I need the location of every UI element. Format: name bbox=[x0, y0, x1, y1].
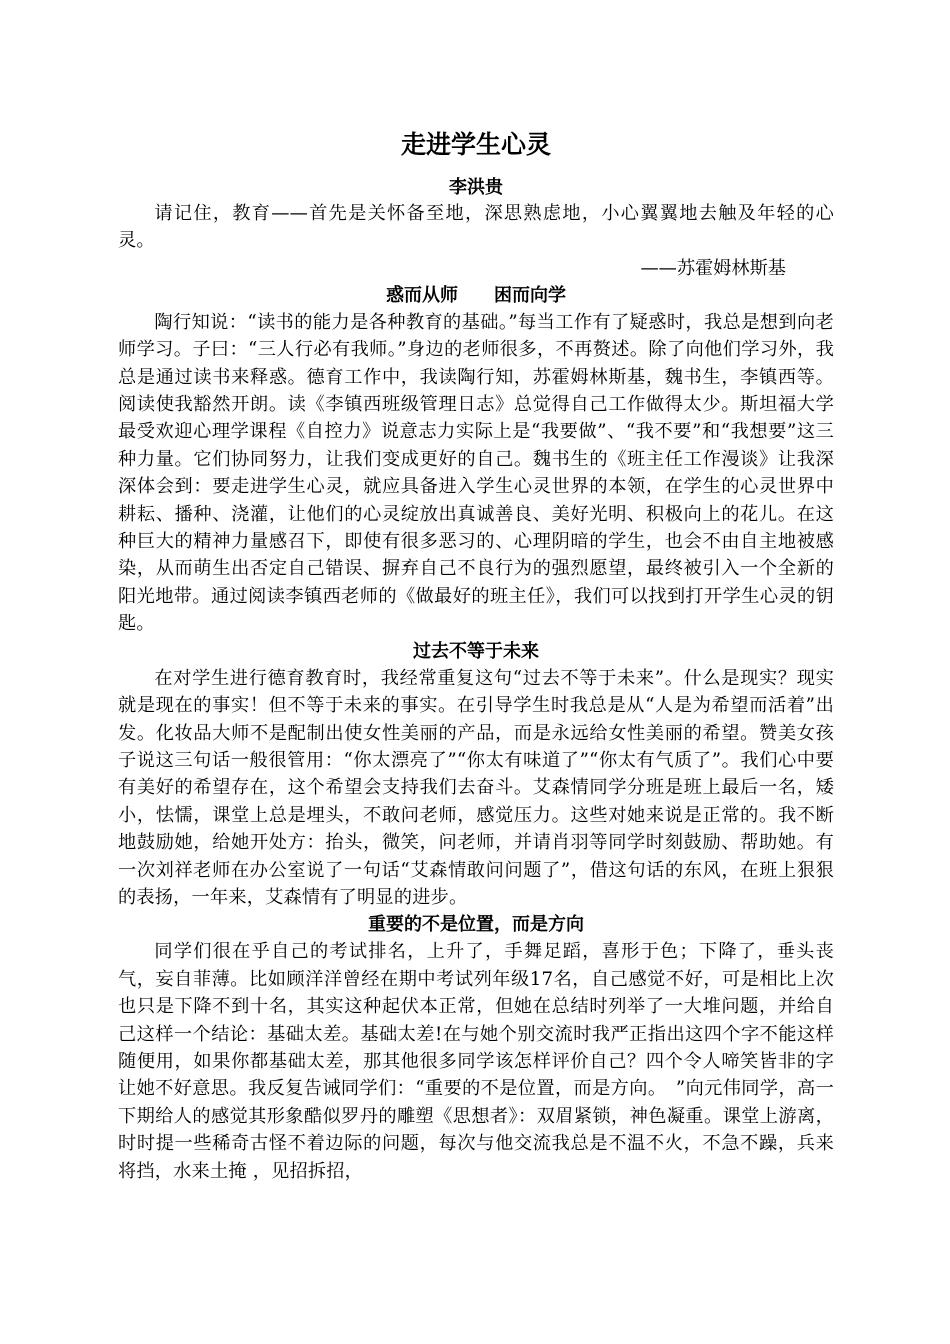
section-heading: 过去不等于未来 bbox=[413, 640, 539, 662]
section-heading: 惑而从师 困而向学 bbox=[386, 284, 566, 306]
section-heading: 重要的不是位置，而是方向 bbox=[368, 914, 584, 936]
epigraph-text: 请记住，教育——首先是关怀备至地，深思熟虑地，小心翼翼地去触及年轻的心灵。 bbox=[118, 203, 834, 252]
epigraph-source: ——苏霍姆林斯基 bbox=[640, 257, 786, 279]
section-paragraph: 陶行知说：“读书的能力是各种教育的基础。”每当工作有了疑惑时，我总是想到向老师学习。子曰：“三人行必有我师。”身边的老师很多，不再赘述。除了向他们学习外，我总是通过读书来释惑。德育工作中，我读陶行知，苏霍姆林斯基，魏书生，李镇西等。阅读使我豁然开朗。读《李镇西班级管理日志》总觉得自己工作做得太少。斯坦福大学最受欢迎心理学课程《自控力》说意志力实际上是“我要做”、“我不要”和“我想要”这三种力量。它们协同努力，让我们变成更好的自己。魏书生的《班主任工作漫谈》让我深深体会到：要走进学生心灵，就应具备进入学生心灵世界的本领，在学生的心灵世界中耕耘、播种、浇灌，让他们的心灵绽放出真诚善良、美好光明、积极向上的花儿。在这种巨大的精神力量感召下，即使有很多恶习的、心理阴暗的学生，也会不由自主地被感染，从而萌生出否定自己错误、摒弃自己不良行为的强烈愿望，最终被引入一个全新的阳光地带。通过阅读李镇西老师的《做最好的班主任》，我们可以找到打开学生心灵的钥匙。 bbox=[118, 311, 834, 635]
section-paragraph: 同学们很在乎自己的考试排名，上升了，手舞足蹈，喜形于色；下降了，垂头丧气，妄自菲薄。比如顾洋洋曾经在期中考试列年级17名，自己感觉不好，可是相比上次也只是下降不到十名，其实这种起伏本正常，但她在总结时列举了一大堆问题，并给自己这样一个结论：基础太差。基础太差!在与她个别交流时我严正指出这四个字不能这样随便用，如果你都基础太差，那其他很多同学该怎样评价自己？四个令人啼笑皆非的字让她不好意思。我反复告诫同学们：“重要的不是位置，而是方向。 ”向元伟同学，高一下期给人的感觉其形象酷似罗丹的雕塑《思想者》：双眉紧锁，神色凝重。课堂上游离，时时提一些稀奇古怪不着边际的问题，每次与他交流我总是不温不火，不急不躁，兵来将挡，水来土掩 ，见招拆招， bbox=[118, 941, 834, 1182]
document-page bbox=[118, 128, 834, 1185]
document-title: 走进学生心灵 bbox=[400, 130, 551, 159]
document-author: 李洪贵 bbox=[449, 177, 503, 198]
section-paragraph: 在对学生进行德育教育时，我经常重复这句“过去不等于未来”。什么是现实？现实就是现在的事实！但不等于未来的事实。在引导学生时我总是从“人是为希望而活着”出发。化妆品大师不是配制出使女性美丽的产品，而是永远给女性美丽的希望。赞美女孩子说这三句话一般很管用：“你太漂亮了”“你太有味道了”“你太有气质了”。我们心中要有美好的希望存在，这个希望会支持我们去奋斗。艾森情同学分班是班上最后一名，矮小，怯懦，课堂上总是埋头，不敢问老师，感觉压力。这些对她来说是正常的。我不断地鼓励她，给她开处方：抬头，微笑，问老师，并请肖羽等同学时刻鼓励、帮助她。有一次刘祥老师在办公室说了一句话“艾森情敢问问题了”，借这句话的东风，在班上狠狠的表扬，一年来，艾森情有了明显的进步。 bbox=[118, 667, 834, 908]
